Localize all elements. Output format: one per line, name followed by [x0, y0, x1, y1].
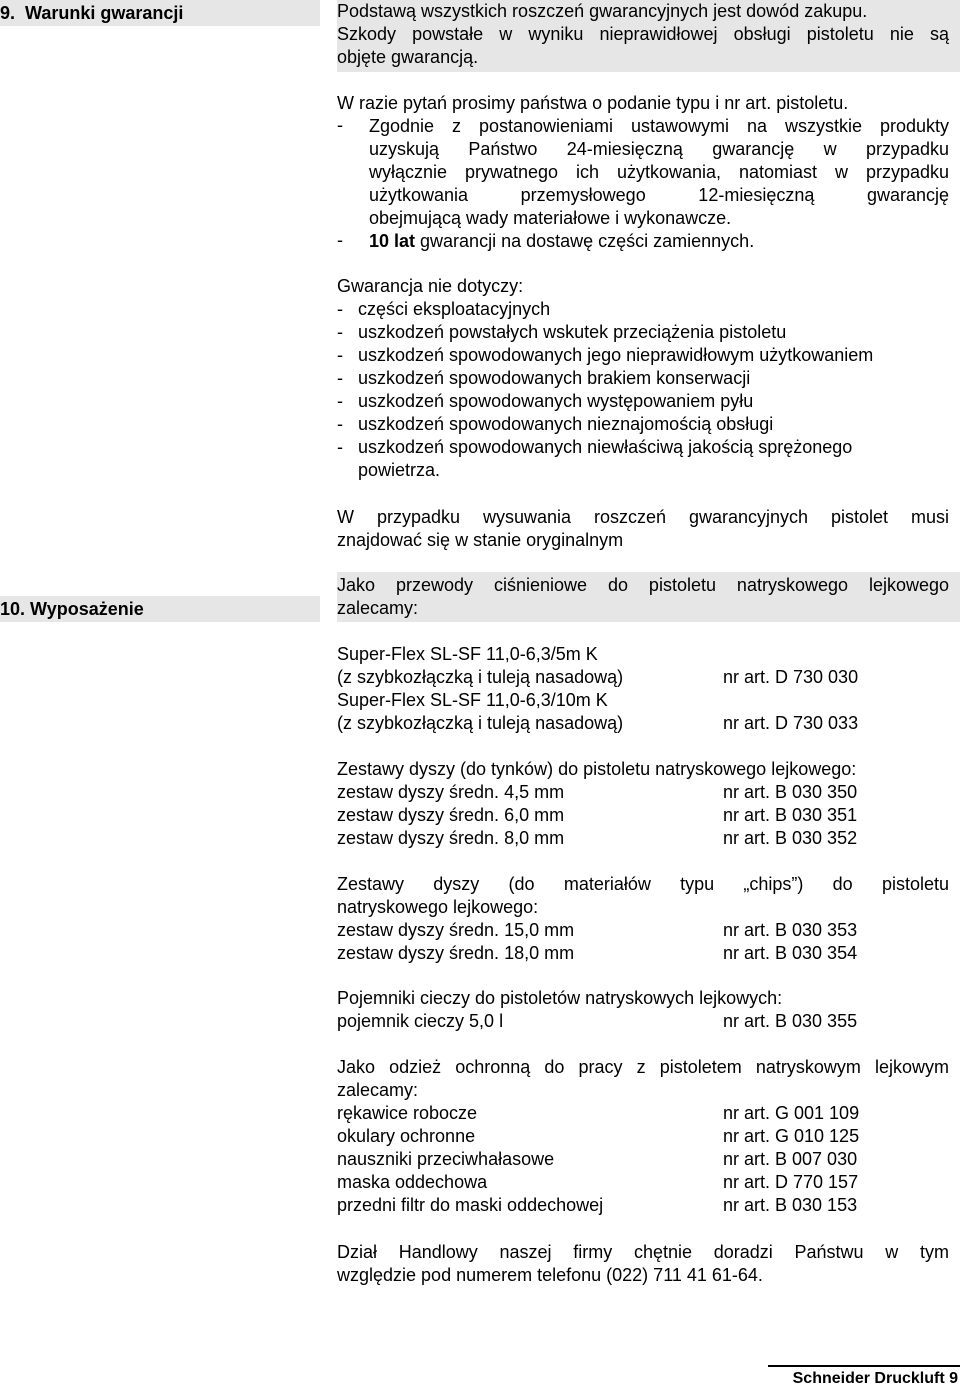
section-9-body	[337, 92, 949, 253]
bullet-10-years	[337, 230, 949, 253]
hoses-list	[337, 643, 949, 735]
item-art: nr art. G 010 125	[723, 1126, 860, 1146]
exclusion-text: części eksploatacyjnych	[358, 299, 551, 319]
item-name: zestaw dyszy średn. 8,0 mm	[337, 828, 565, 848]
hose-row	[337, 712, 949, 735]
claim-block	[337, 506, 949, 552]
hose-art: nr art. D 730 033	[723, 713, 859, 733]
intro-line: Podstawą wszystkich roszczeń gwarancyjnych jest dowód zakupu.	[337, 1, 868, 21]
hose-art: nr art. D 730 030	[723, 667, 859, 687]
exclusion-item	[337, 413, 949, 436]
item-name: pojemnik cieczy 5,0 l	[337, 1011, 504, 1031]
hose-name: Super-Flex SL-SF 11,0-6,3/5m K	[337, 644, 598, 664]
item-art: nr art. B 030 351	[723, 805, 858, 825]
dash-mark: -	[337, 414, 343, 434]
bullet-line: uzyskują Państwo 24-miesięczną gwarancję w przypadku	[369, 139, 949, 159]
item-name: zestaw dyszy średn. 4,5 mm	[337, 782, 565, 802]
item-name: przedni filtr do maski oddechowej	[337, 1195, 604, 1215]
bullet-text	[358, 115, 949, 230]
clothing-list	[337, 1056, 949, 1217]
containers-list	[337, 987, 949, 1033]
dash-mark: -	[337, 345, 343, 365]
dash-mark: -	[337, 230, 343, 250]
contact-line: Dział Handlowy naszej firmy chętnie doradzi Państwu w tym	[337, 1242, 949, 1262]
chips-title-line: Zestawy dyszy (do materiałów typu „chips”) do pistoletu	[337, 874, 949, 894]
item-art: nr art. G 001 109	[723, 1103, 860, 1123]
request-text: W razie pytań prosimy państwa o podanie typu i nr art. pistoletu.	[337, 93, 849, 113]
item-name: zestaw dyszy średn. 6,0 mm	[337, 805, 565, 825]
bullet-line: obejmującą wady materiałowe i wykonawcze.	[369, 208, 732, 228]
exclusion-text: uszkodzeń spowodowanych występowaniem pyłu	[358, 391, 754, 411]
item-art: nr art. B 030 354	[723, 943, 858, 963]
item-art: nr art. B 007 030	[723, 1149, 858, 1169]
list-item	[337, 827, 949, 850]
ten-years-rest: gwarancji na dostawę części zamiennych.	[415, 231, 755, 251]
item-art: nr art. B 030 352	[723, 828, 858, 848]
exclusion-text: uszkodzeń spowodowanych brakiem konserwacji	[358, 368, 751, 388]
list-item	[337, 1171, 949, 1194]
section-9-title: 9. Warunki gwarancji	[0, 0, 320, 26]
bullet-24-month	[337, 115, 949, 230]
dash-mark: -	[337, 115, 343, 135]
exclusions-title: Gwarancja nie dotyczy:	[337, 276, 524, 296]
dash-mark: -	[337, 322, 343, 342]
item-art: nr art. B 030 153	[723, 1195, 858, 1215]
clothing-title-line: Jako odzież ochronną do pracy z pistoletem natryskowym lejkowym	[337, 1057, 949, 1077]
bullet-line: wyłącznie prywatnego ich użytkowania, natomiast w przypadku	[369, 162, 949, 182]
list-item	[337, 804, 949, 827]
section-10-title: 10. Wyposażenie	[0, 596, 320, 622]
bullet-line: Zgodnie z postanowieniami ustawowymi na wszystkie produkty	[369, 116, 949, 136]
item-art: nr art. B 030 353	[723, 920, 858, 940]
exclusion-item	[337, 298, 949, 321]
item-name: zestaw dyszy średn. 18,0 mm	[337, 943, 575, 963]
exclusion-text: uszkodzeń spowodowanych jego nieprawidłowym użytkowaniem	[358, 345, 874, 365]
dash-mark: -	[337, 391, 343, 411]
chips-list	[337, 873, 949, 965]
exclusion-item	[337, 390, 949, 413]
exclusions-block	[337, 275, 949, 482]
hoses-intro-line: Jako przewody ciśnieniowe do pistoletu natryskowego lejkowego	[337, 575, 949, 595]
bullet-line: użytkowania przemysłowego 12-miesięczną gwarancję	[369, 185, 949, 205]
nozzles-title: Zestawy dyszy (do tynków) do pistoletu natryskowego lejkowego:	[337, 759, 857, 779]
exclusion-text: uszkodzeń spowodowanych niewłaściwą jakością sprężonego	[358, 437, 853, 457]
containers-title: Pojemniki cieczy do pistoletów natryskowych lejkowych:	[337, 988, 783, 1008]
hose-name: Super-Flex SL-SF 11,0-6,3/10m K	[337, 690, 608, 710]
claim-line: W przypadku wysuwania roszczeń gwarancyjnych pistolet musi	[337, 507, 949, 527]
exclusion-continuation: powietrza.	[358, 460, 441, 480]
hose-row	[337, 666, 949, 689]
section-9-intro	[337, 0, 949, 69]
list-item	[337, 919, 949, 942]
list-item	[337, 942, 949, 965]
exclusion-item	[337, 367, 949, 390]
bullet-text	[358, 230, 949, 253]
item-name: zestaw dyszy średn. 15,0 mm	[337, 920, 575, 940]
exclusion-item	[337, 436, 949, 459]
dash-mark: -	[337, 299, 343, 319]
contact-line: względzie pod numerem telefonu (022) 711 41 61-64.	[337, 1265, 763, 1285]
list-item	[337, 781, 949, 804]
claim-line: znajdować się w stanie oryginalnym	[337, 530, 624, 550]
clothing-title-line: zalecamy:	[337, 1080, 419, 1100]
hoses-intro	[337, 574, 949, 620]
list-item	[337, 1125, 949, 1148]
contact-block	[337, 1241, 949, 1287]
hoses-intro-line: zalecamy:	[337, 598, 419, 618]
hose-sub: (z szybkozłączką i tuleją nasadową)	[337, 713, 624, 733]
hose-sub: (z szybkozłączką i tuleją nasadową)	[337, 667, 624, 687]
item-art: nr art. B 030 355	[723, 1011, 858, 1031]
item-art: nr art. D 770 157	[723, 1172, 859, 1192]
list-item	[337, 1194, 949, 1217]
nozzles-list	[337, 758, 949, 850]
item-name: nauszniki przeciwhałasowe	[337, 1149, 555, 1169]
exclusion-text: uszkodzeń spowodowanych nieznajomością obsługi	[358, 414, 774, 434]
chips-title-line: natryskowego lejkowego:	[337, 897, 539, 917]
intro-line: objęte gwarancją.	[337, 47, 479, 67]
ten-years-bold: 10 lat	[369, 231, 416, 251]
list-item	[337, 1010, 949, 1033]
item-art: nr art. B 030 350	[723, 782, 858, 802]
exclusion-text: uszkodzeń powstałych wskutek przeciążenia pistoletu	[358, 322, 787, 342]
page-footer: Schneider Druckluft 9	[768, 1365, 960, 1387]
item-name: okulary ochronne	[337, 1126, 476, 1146]
exclusion-item	[337, 321, 949, 344]
list-item	[337, 1102, 949, 1125]
intro-line: Szkody powstałe w wyniku nieprawidłowej obsługi pistoletu nie są	[337, 24, 949, 44]
item-name: maska oddechowa	[337, 1172, 488, 1192]
item-name: rękawice robocze	[337, 1103, 478, 1123]
list-item	[337, 1148, 949, 1171]
exclusion-item	[337, 344, 949, 367]
dash-mark: -	[337, 437, 343, 457]
dash-mark: -	[337, 368, 343, 388]
